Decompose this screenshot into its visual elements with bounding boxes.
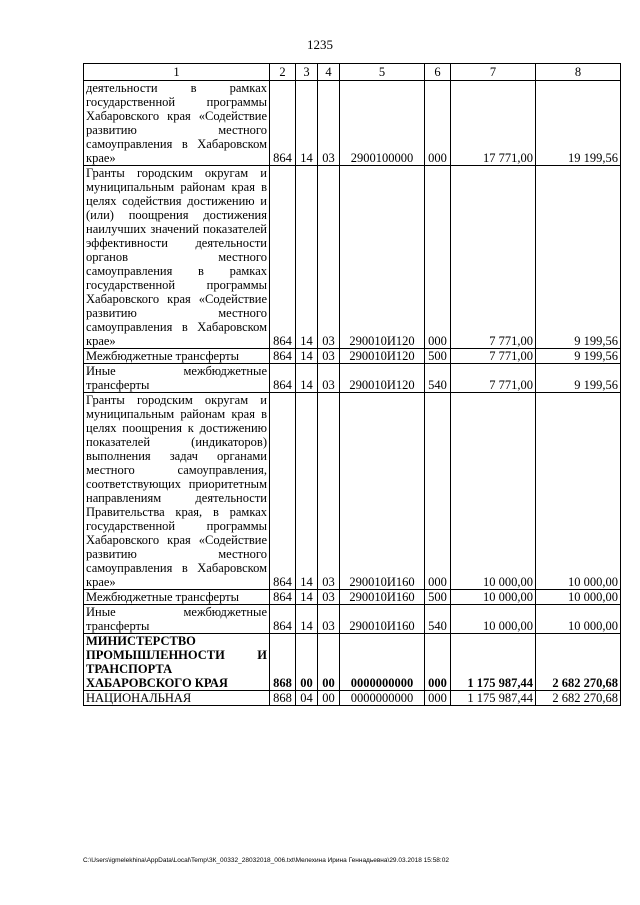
column-header: 1 (84, 64, 270, 81)
cell-ministry: 864 (270, 364, 296, 393)
cell-ministry: 864 (270, 166, 296, 349)
column-header: 5 (340, 64, 425, 81)
cell-amount-2019: 1 175 987,44 (451, 691, 536, 706)
cell-amount-2019: 17 771,00 (451, 81, 536, 166)
table-row (84, 166, 621, 349)
row-name: Гранты городским округам и муниципальным районам края в целях поощрения к достижению показателей (индикаторов) выполнения задач органами местного самоуправления, соответствующих приоритетным направлениям деятельности Правительства края, в рамках государственной программы Хабаровского края «Содействие развитию местного самоуправления в Хабаровском крае» (84, 393, 270, 590)
table-row (84, 393, 621, 590)
row-name: Межбюджетные трансферты (84, 590, 270, 605)
cell-target-article: 290010И160 (340, 590, 425, 605)
cell-amount-2019: 1 175 987,44 (451, 634, 536, 691)
table-row (84, 691, 621, 706)
cell-expense-type: 540 (425, 364, 451, 393)
cell-target-article: 290010И120 (340, 166, 425, 349)
cell-ministry: 868 (270, 634, 296, 691)
row-name: деятельности в рамках государственной программы Хабаровского края «Содействие развитию местного самоуправления в Хабаровском крае» (84, 81, 270, 166)
cell-ministry: 864 (270, 590, 296, 605)
cell-expense-type: 000 (425, 393, 451, 590)
table-row (84, 349, 621, 364)
cell-subsection: 03 (318, 590, 340, 605)
row-name: Иные межбюджетные трансферты (84, 605, 270, 634)
cell-expense-type: 500 (425, 349, 451, 364)
cell-amount-2020: 10 000,00 (536, 605, 621, 634)
column-header: 2 (270, 64, 296, 81)
cell-expense-type: 540 (425, 605, 451, 634)
cell-section: 14 (296, 349, 318, 364)
cell-amount-2020: 10 000,00 (536, 393, 621, 590)
header-row (84, 64, 621, 81)
cell-section: 04 (296, 691, 318, 706)
cell-target-article: 0000000000 (340, 691, 425, 706)
cell-ministry: 864 (270, 81, 296, 166)
file-path-footer: C:\Users\igmelekhina\AppData\Local\Temp\ЗК_00332_28032018_006.txt\Мелехина Ирина Геннадьевна\29.03.2018 15:58:02 (83, 857, 449, 864)
budget-table (83, 63, 621, 706)
cell-subsection: 03 (318, 81, 340, 166)
cell-amount-2020: 9 199,56 (536, 364, 621, 393)
cell-target-article: 290010И160 (340, 393, 425, 590)
row-name: Межбюджетные трансферты (84, 349, 270, 364)
cell-subsection: 03 (318, 364, 340, 393)
page-number: 1235 (307, 37, 333, 52)
row-name: МИНИСТЕРСТВО ПРОМЫШЛЕННОСТИ И ТРАНСПОРТА ХАБАРОВСКОГО КРАЯ (84, 634, 270, 691)
cell-section: 14 (296, 605, 318, 634)
cell-section: 14 (296, 393, 318, 590)
cell-amount-2020: 9 199,56 (536, 349, 621, 364)
cell-subsection: 03 (318, 605, 340, 634)
cell-ministry: 868 (270, 691, 296, 706)
row-name: Гранты городским округам и муниципальным районам края в целях содействия достижению и (или) поощрения достижения наилучших значений показателей эффективности деятельности органов местного самоуправления в рамках государственной программы Хабаровского края «Содействие развитию местного самоуправления в Хабаровском крае» (84, 166, 270, 349)
column-header: 4 (318, 64, 340, 81)
cell-ministry: 864 (270, 393, 296, 590)
cell-subsection: 00 (318, 691, 340, 706)
row-name: НАЦИОНАЛЬНАЯ (84, 691, 270, 706)
cell-target-article: 0000000000 (340, 634, 425, 691)
cell-amount-2019: 7 771,00 (451, 166, 536, 349)
cell-expense-type: 000 (425, 81, 451, 166)
column-header: 8 (536, 64, 621, 81)
table-row (84, 605, 621, 634)
cell-ministry: 864 (270, 349, 296, 364)
cell-amount-2019: 7 771,00 (451, 349, 536, 364)
cell-expense-type: 000 (425, 166, 451, 349)
cell-subsection: 03 (318, 166, 340, 349)
table-row (84, 81, 621, 166)
cell-target-article: 290010И160 (340, 605, 425, 634)
table-row-ministry (84, 634, 621, 691)
cell-section: 00 (296, 634, 318, 691)
column-header: 6 (425, 64, 451, 81)
cell-section: 14 (296, 590, 318, 605)
cell-subsection: 03 (318, 393, 340, 590)
cell-amount-2020: 2 682 270,68 (536, 634, 621, 691)
cell-ministry: 864 (270, 605, 296, 634)
table-row (84, 590, 621, 605)
cell-target-article: 290010И120 (340, 349, 425, 364)
cell-amount-2019: 7 771,00 (451, 364, 536, 393)
row-name: Иные межбюджетные трансферты (84, 364, 270, 393)
cell-amount-2019: 10 000,00 (451, 393, 536, 590)
cell-expense-type: 000 (425, 634, 451, 691)
table-row (84, 364, 621, 393)
cell-section: 14 (296, 81, 318, 166)
cell-subsection: 03 (318, 349, 340, 364)
cell-section: 14 (296, 166, 318, 349)
cell-expense-type: 000 (425, 691, 451, 706)
cell-amount-2020: 2 682 270,68 (536, 691, 621, 706)
cell-amount-2019: 10 000,00 (451, 590, 536, 605)
column-header: 3 (296, 64, 318, 81)
cell-amount-2020: 9 199,56 (536, 166, 621, 349)
cell-target-article: 290010И120 (340, 364, 425, 393)
cell-amount-2020: 19 199,56 (536, 81, 621, 166)
cell-section: 14 (296, 364, 318, 393)
column-header: 7 (451, 64, 536, 81)
cell-subsection: 00 (318, 634, 340, 691)
cell-amount-2020: 10 000,00 (536, 590, 621, 605)
cell-target-article: 2900100000 (340, 81, 425, 166)
cell-amount-2019: 10 000,00 (451, 605, 536, 634)
cell-expense-type: 500 (425, 590, 451, 605)
